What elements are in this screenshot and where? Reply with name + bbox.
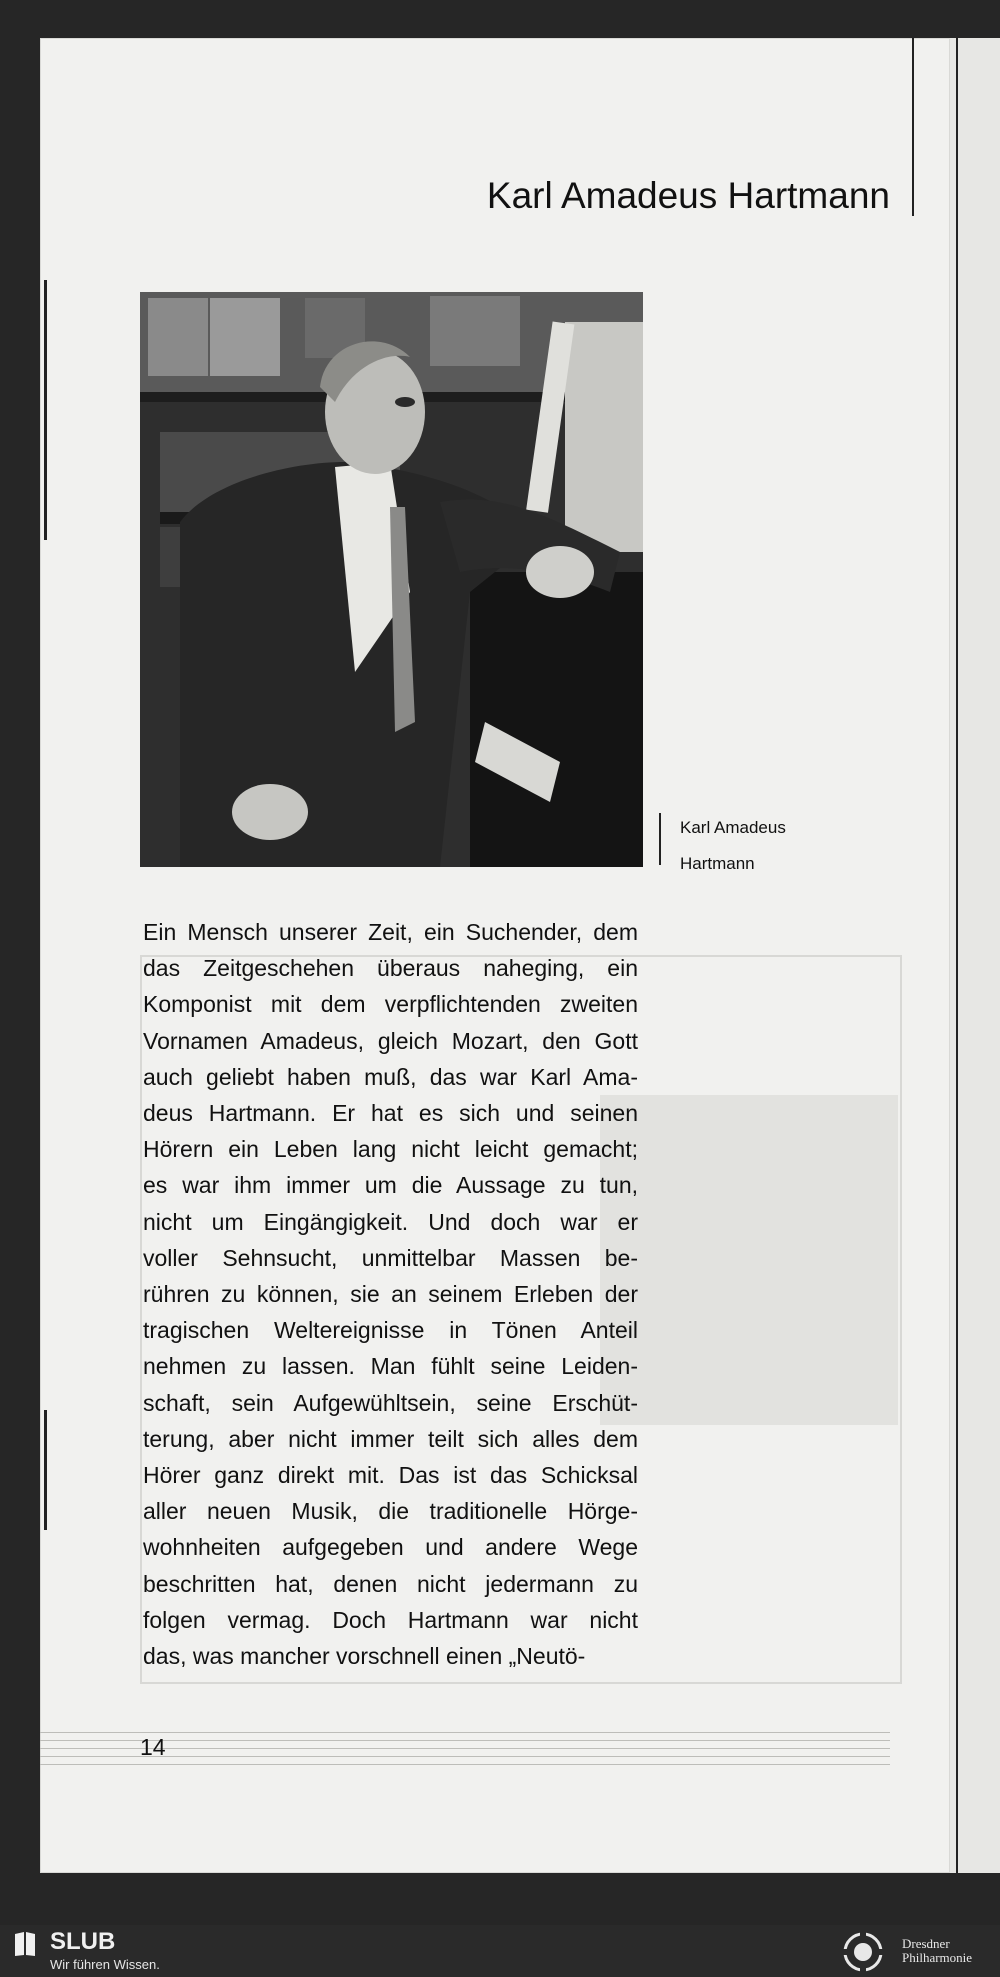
body-line: beschritten hat, denen nicht jedermann zu	[143, 1570, 638, 1597]
body-line: nehmen zu lassen. Man fühlt seine Leiden-	[143, 1353, 638, 1380]
philharmonie-logo-icon[interactable]	[838, 1929, 888, 1975]
partner-logo-text	[902, 1937, 972, 1965]
body-line: auch geliebt haben muß, das war Karl Ama-	[143, 1063, 638, 1090]
page-title: Karl Amadeus Hartmann	[486, 175, 890, 216]
body-line: Ein Mensch unserer Zeit, ein Suchender, dem	[143, 919, 638, 945]
partner-line: Philharmonie	[902, 1950, 973, 1965]
caption-line: Hartmann	[680, 854, 755, 873]
caption-line: Karl Amadeus	[680, 818, 786, 837]
viewer-footer	[0, 1925, 1000, 1977]
body-line: deus Hartmann. Er hat es sich und seinen	[143, 1100, 638, 1127]
body-line: aller neuen Musik, die traditionelle Hörge-	[143, 1498, 638, 1525]
body-line: folgen vermag. Doch Hartmann war nicht	[143, 1606, 638, 1633]
caption-rule	[659, 813, 661, 865]
left-binding-mark	[44, 1410, 47, 1530]
library-logo-text[interactable]: SLUB	[50, 1928, 116, 1955]
partner-line: Dresdner	[902, 1936, 950, 1951]
body-line: voller Sehnsucht, unmittelbar Massen be-	[143, 1244, 638, 1271]
body-line: das, was mancher vorschnell einen „Neutö-	[143, 1643, 586, 1670]
book-icon	[14, 1931, 36, 1957]
body-line: rühren zu können, sie an seinem Erleben der	[143, 1281, 638, 1308]
body-line: tragischen Weltereignisse in Tönen Anteil	[143, 1317, 638, 1344]
body-line: es war ihm immer um die Aussage zu tun,	[143, 1172, 638, 1199]
body-line: Komponist mit dem verpflichtenden zweiten	[143, 991, 638, 1018]
body-line: Hörern ein Leben lang nicht leicht gemacht;	[143, 1136, 638, 1163]
body-line: Hörer ganz direkt mit. Das ist das Schicksal	[143, 1462, 638, 1489]
music-staff-decoration	[40, 1732, 890, 1772]
body-line: Vornamen Amadeus, gleich Mozart, den Gott	[143, 1027, 638, 1054]
body-line: terung, aber nicht immer teilt sich alles dem	[143, 1425, 638, 1452]
portrait-photo-graphic	[140, 292, 643, 867]
body-line: schaft, sein Aufgewühltsein, seine Erschüt-	[143, 1389, 638, 1416]
page-fold-line	[956, 38, 958, 1873]
library-tagline: Wir führen Wissen.	[50, 1957, 160, 1972]
body-line: das Zeitgeschehen überaus naheging, ein	[143, 955, 638, 982]
page-number: 14	[140, 1734, 166, 1760]
body-line: nicht um Eingängigkeit. Und doch war er	[143, 1208, 638, 1235]
body-line: wohnheiten aufgegeben und andere Wege	[143, 1534, 638, 1561]
show-through-photo	[600, 1095, 898, 1425]
left-binding-mark	[44, 280, 47, 540]
title-rule	[912, 38, 914, 216]
article-body	[143, 914, 638, 1674]
photo-caption	[680, 810, 786, 882]
portrait-photo	[140, 292, 643, 867]
